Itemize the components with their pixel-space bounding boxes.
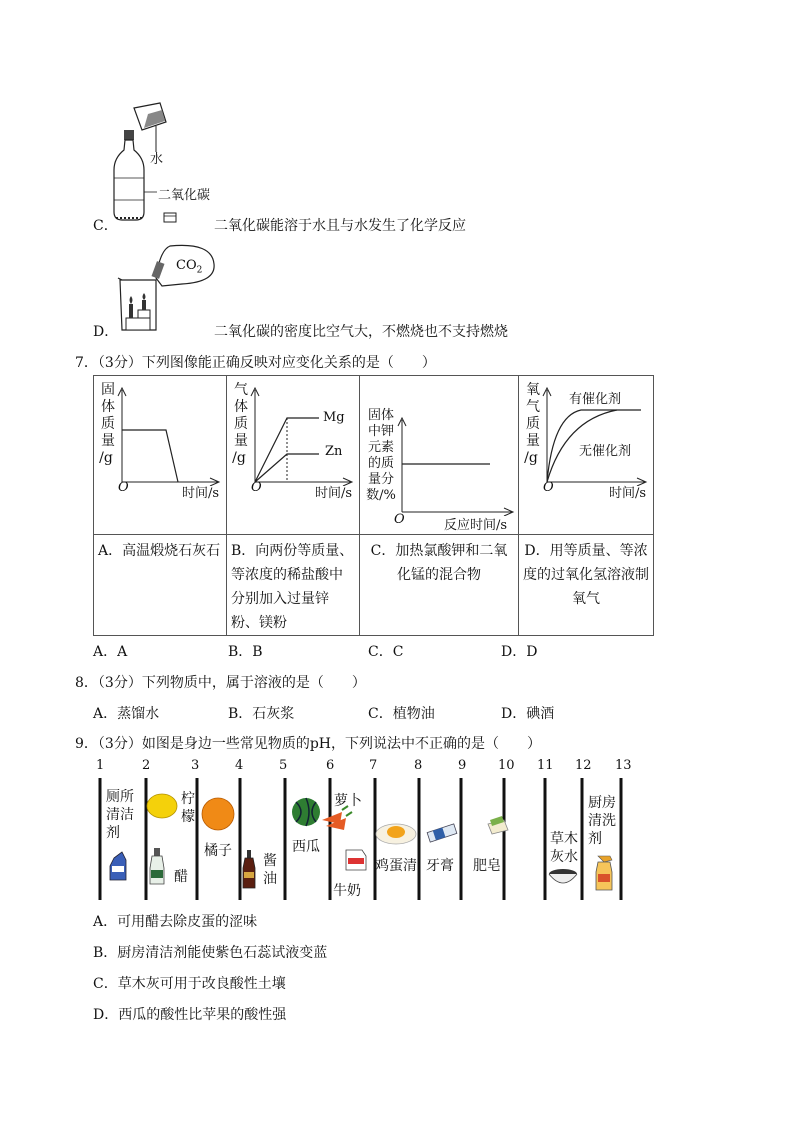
q7-option-b: B．B <box>228 644 263 660</box>
ph-3: 3 <box>191 758 200 773</box>
co2-label: 二氧化碳 <box>158 188 211 203</box>
q9-option-c: C．草木灰可用于改良酸性土壤 <box>93 976 286 992</box>
caption-b: B．向两份等质量、等浓度的稀盐酸中分别加入过量锌粉、镁粉 <box>227 535 360 636</box>
ph-2: 2 <box>142 758 151 773</box>
graph-d-curve1-label: 有催化剂 <box>569 392 622 407</box>
q7-option-d: D．D <box>501 644 538 660</box>
graph-a-plot <box>116 386 224 486</box>
graph-c-cell <box>360 376 519 535</box>
water-label: 水 <box>150 152 164 167</box>
graph-a-xlabel: 时间/s <box>182 486 220 501</box>
ph-10: 10 <box>498 758 515 773</box>
co2-bottle-label <box>176 258 202 276</box>
ph-1: 1 <box>96 758 105 773</box>
kitchen-cleaner-picture <box>596 856 612 890</box>
graph-a-cell <box>94 376 227 535</box>
graph-b-cell <box>227 376 360 535</box>
vinegar-label: 醋 <box>174 869 188 885</box>
ash-water-label: 草木 灰水 <box>550 831 578 865</box>
graph-b-ylabel: 气 体 质 量 /g <box>232 382 248 466</box>
q8-option-c: C．植物油 <box>368 706 435 722</box>
egg-white-label: 鸡蛋清 <box>375 858 417 874</box>
graph-d-curve2-label: 无催化剂 <box>579 444 632 459</box>
vinegar-picture <box>150 848 164 884</box>
graph-b-origin: O <box>251 480 262 495</box>
ph-4: 4 <box>235 758 244 773</box>
egg-white-picture <box>376 824 416 844</box>
ph-6: 6 <box>326 758 335 773</box>
option-d-text: 二氧化碳的密度比空气大，不燃烧也不支持燃烧 <box>214 324 508 340</box>
option-d-label: D． <box>93 324 119 340</box>
q7-graph-table <box>93 375 654 636</box>
ph-11: 11 <box>537 758 554 773</box>
soy-sauce-label: 酱 油 <box>263 853 277 887</box>
ph-12: 12 <box>575 758 592 773</box>
graph-d-cell <box>519 376 654 535</box>
bottle-illustration <box>112 100 232 228</box>
option-c-text: 二氧化碳能溶于水且与水发生了化学反应 <box>214 218 466 234</box>
graph-b-zn-label: Zn <box>325 444 343 459</box>
q9-option-a: A．可用醋去除皮蛋的涩味 <box>93 914 258 930</box>
lemon-picture <box>147 794 177 818</box>
q9-option-d: D．西瓜的酸性比苹果的酸性强 <box>93 1007 287 1023</box>
orange-picture <box>202 798 234 830</box>
soy-sauce-picture <box>243 850 255 888</box>
option-c-label: C． <box>93 218 118 234</box>
graph-d-origin: O <box>543 480 554 495</box>
toothpaste-label: 牙膏 <box>426 858 454 874</box>
graph-a-ylabel: 固 体 质 量 /g <box>99 382 115 466</box>
q7-option-c: C．C <box>368 644 404 660</box>
ph-13: 13 <box>615 758 632 773</box>
q7-option-a: A．A <box>93 644 128 660</box>
q8-option-d: D．碘酒 <box>501 706 555 722</box>
ph-8: 8 <box>414 758 423 773</box>
co2-subscript: 2 <box>196 265 203 276</box>
q9-stem: 9．（3分）如图是身边一些常见物质的pH，下列说法中不正确的是（ ） <box>75 736 541 752</box>
caption-c: C．加热氯酸钾和二氧化锰的混合物 <box>360 535 519 636</box>
ph-7: 7 <box>369 758 378 773</box>
q8-stem: 8．（3分）下列物质中，属于溶液的是（ ） <box>75 675 366 691</box>
graph-c-origin: O <box>394 512 405 527</box>
q8-option-b: B．石灰浆 <box>228 706 295 722</box>
graph-d-ylabel: 氧 气 质 量 /g <box>524 382 540 466</box>
toilet-cleaner-picture <box>110 852 126 880</box>
watermelon-label: 西瓜 <box>292 839 320 855</box>
toilet-cleaner-label: 厕所 清洁 剂 <box>106 789 134 841</box>
caption-a: A．高温煅烧石灰石 <box>94 535 227 636</box>
graph-b-xlabel: 时间/s <box>315 486 353 501</box>
milk-picture <box>346 850 366 870</box>
graph-b-plot <box>249 386 357 486</box>
milk-label: 牛奶 <box>333 883 361 899</box>
beaker-candle-illustration <box>112 244 222 336</box>
ph-9: 9 <box>458 758 467 773</box>
watermelon-picture <box>292 798 320 826</box>
q9-option-b: B．厨房清洁剂能使紫色石蕊试液变蓝 <box>93 945 328 961</box>
toothpaste-picture <box>427 824 457 842</box>
graph-d-xlabel: 时间/s <box>609 486 647 501</box>
soap-label: 肥皂 <box>473 858 501 874</box>
graph-c-xlabel: 反应时间/s <box>444 518 508 533</box>
q7-stem: 7．（3分）下列图像能正确反映对应变化关系的是（ ） <box>75 355 436 371</box>
lemon-label: 柠 檬 <box>181 791 195 825</box>
graph-c-plot <box>396 416 516 516</box>
orange-label: 橘子 <box>204 843 232 859</box>
graph-a-origin: O <box>118 480 129 495</box>
q8-option-a: A．蒸馏水 <box>93 706 160 722</box>
kitchen-cleaner-label: 厨房 清洗 剂 <box>588 795 616 847</box>
co2-formula: CO <box>176 258 197 273</box>
radish-label: 萝卜 <box>334 793 362 809</box>
graph-b-mg-label: Mg <box>323 410 345 425</box>
caption-d: D．用等质量、等浓度的过氧化氢溶液制氧气 <box>519 535 654 636</box>
graph-c-ylabel: 固体 中钾 元素 的质 量分 数/% <box>366 408 396 503</box>
ph-5: 5 <box>279 758 288 773</box>
ash-water-picture <box>549 869 577 883</box>
